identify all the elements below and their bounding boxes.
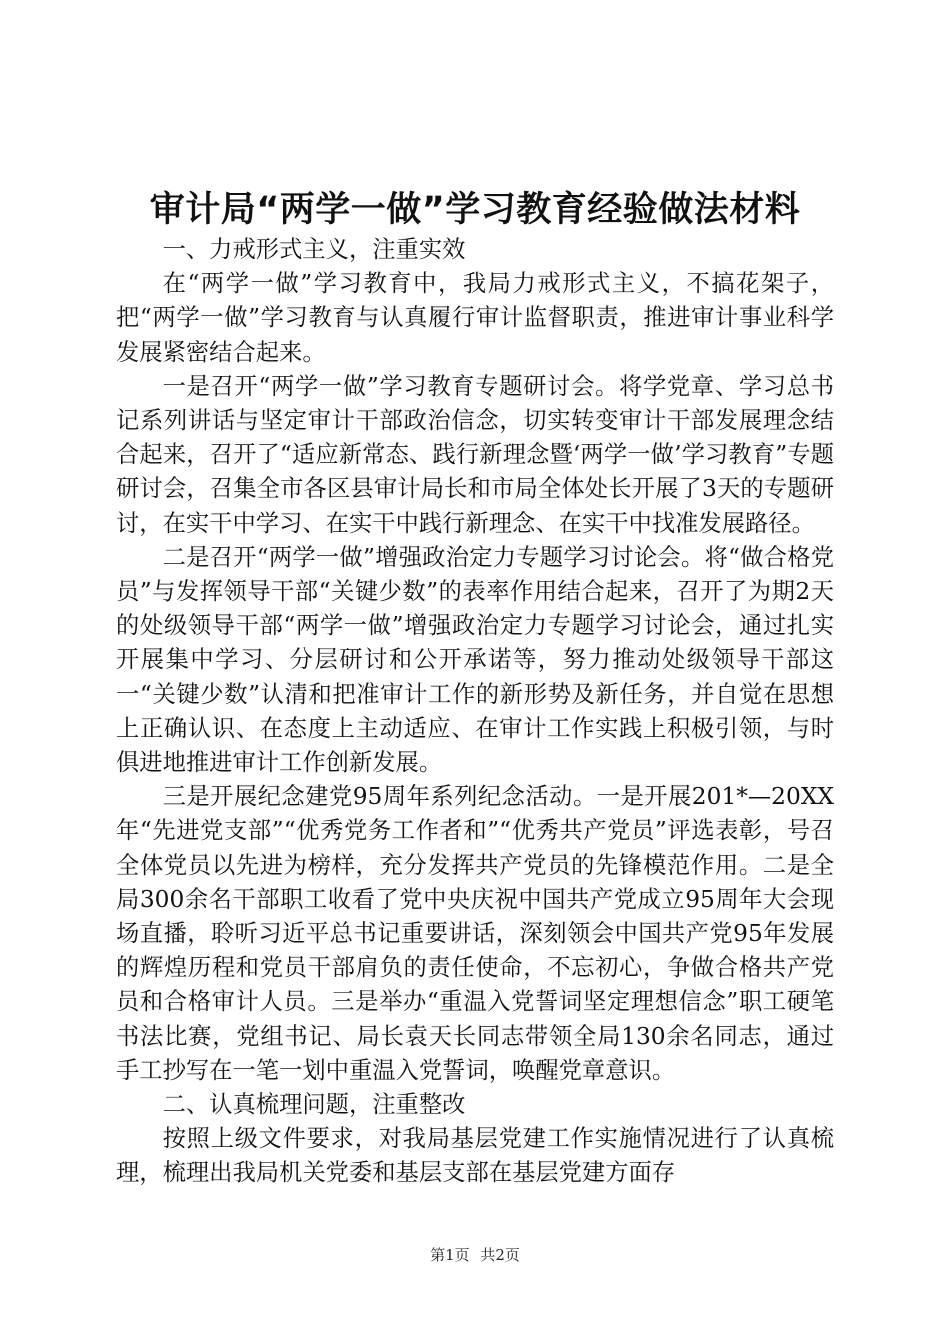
paragraph: 二是召开“两学一做”增强政治定力专题学习讨论会。将“做合格党员”与发挥领导干部“关键少数”的表率作用结合起来，召开了为期2天的处级领导干部“两学一做”增强政治定力专题学习讨论会，通过扎实开展集中学习、分层研讨和公开承诺等，努力推动处级领导干部这一“关键少数”认清和把准审计工作的新形势及新任务，并自觉在思想上正确认识、在态度上主动适应、在审计工作实践上积极引领，与时俱进地推进审计工作创新发展。 (116, 543, 834, 777)
paragraph: 三是开展纪念建党95周年系列纪念活动。一是开展201*—20XX年“先进党支部”“优秀党务工作者和”“优秀共产党员”评选表彰，号召全体党员以先进为榜样，充分发挥共产党员的先锋模范作用。二是全局300余名干部职工收看了党中央庆祝中国共产党成立95周年大会现场直播，聆听习近平总书记重要讲话，深刻领会中国共产党95年发展的辉煌历程和党员干部肩负的责任使命，不忘初心，争做合格共产党员和合格审计人员。三是举办“重温入党誓词坚定理想信念”职工硬笔书法比赛，党组书记、局长袁天长同志带领全局130余名同志，通过手工抄写在一笔一划中重温入党誓词，唤醒党章意识。 (116, 783, 834, 1084)
page-total: 共2页 (480, 1246, 520, 1264)
document-body (116, 233, 834, 1191)
paragraph: 一是召开“两学一做”学习教育专题研讨会。将学党章、学习总书记系列讲话与坚定审计干部政治信念，切实转变审计干部发展理念结合起来，召开了“适应新常态、践行新理念暨‘两学一做’学习教育”专题研讨会，召集全市各区县审计局长和市局全体处长开展了3天的专题研讨，在实干中学习、在实干中践行新理念、在实干中找准发展路径。 (116, 372, 834, 537)
page-number: 第1页 (430, 1246, 470, 1264)
document-title: 审计局“两学一做”学习教育经验做法材料 (149, 190, 801, 230)
paragraph: 按照上级文件要求，对我局基层党建工作实施情况进行了认真梳理，梳理出我局机关党委和基层支部在基层党建方面存 (116, 1125, 834, 1187)
section-heading-2: 二、认真梳理问题，注重整改 (162, 1091, 466, 1119)
paragraph: 在“两学一做”学习教育中，我局力戒形式主义，不搞花架子，把“两学一做”学习教育与认真履行审计监督职责，推进审计事业科学发展紧密结合起来。 (116, 270, 834, 366)
section-heading-1: 一、力戒形式主义，注重实效 (162, 236, 466, 263)
page-footer (0, 1244, 950, 1266)
